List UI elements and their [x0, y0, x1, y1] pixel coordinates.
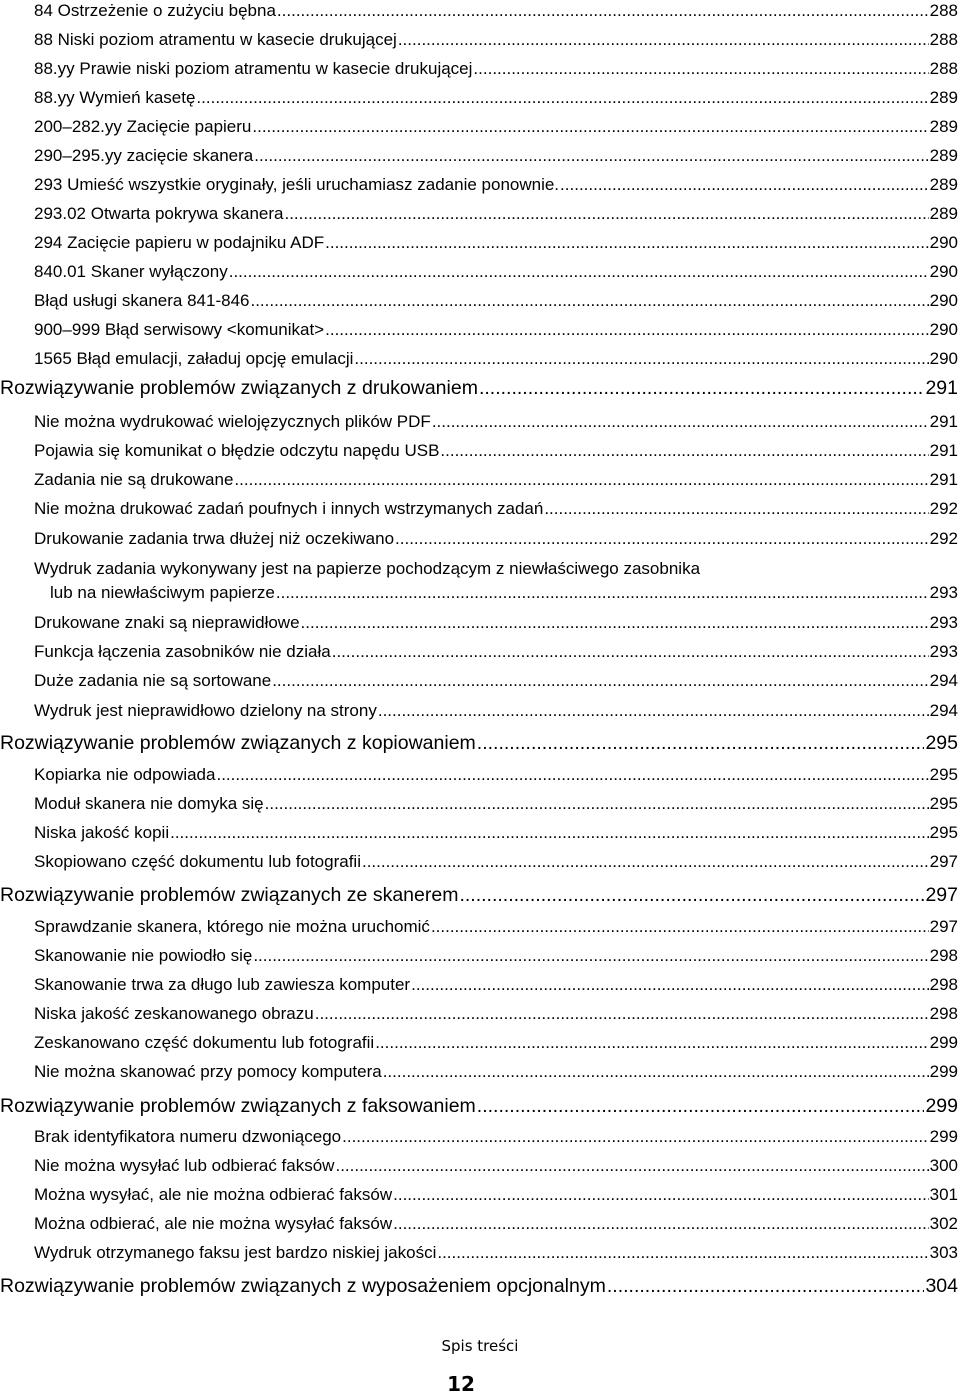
toc-entry[interactable] [34, 795, 958, 812]
toc-entry-page: 299 [929, 1033, 958, 1052]
dot-leader [325, 234, 929, 251]
dot-leader [276, 584, 929, 601]
dot-leader [216, 766, 928, 783]
dot-leader [544, 500, 928, 517]
dot-leader [252, 118, 928, 135]
toc-entry-title: Nie można skanować przy pomocy komputera [34, 1062, 382, 1081]
toc-entry-title: Drukowanie zadania trwa dłużej niż oczekiwano [34, 529, 395, 548]
toc-section-title: Rozwiązywanie problemów związanych z wyposażeniem opcjonalnym [0, 1275, 606, 1297]
dot-leader [332, 643, 929, 660]
toc-entry-page: 293 [929, 583, 958, 602]
toc-section-page: 299 [925, 1095, 958, 1117]
dot-leader [301, 614, 929, 631]
toc-entry-page: 294 [929, 671, 958, 690]
toc-entry-title: Błąd usługi skanera 841-846 [34, 291, 250, 310]
footer-label: Spis treści [441, 1337, 519, 1355]
toc-entry[interactable] [34, 2, 958, 19]
toc-entry-title-line-1[interactable]: Wydruk zadania wykonywany jest na papierze pochodzącym z niewłaściwego zasobnika [34, 559, 701, 578]
toc-entry-page: 299 [929, 1127, 958, 1146]
toc-entry[interactable] [34, 643, 958, 660]
toc-entry-title: Moduł skanera nie domyka się [34, 794, 264, 813]
toc-entry[interactable] [34, 442, 958, 459]
toc-entry-page: 290 [929, 262, 958, 281]
dot-leader [196, 89, 928, 106]
toc-entry[interactable] [34, 176, 958, 193]
toc-entry-page: 300 [929, 1156, 958, 1175]
toc-entry-page: 291 [929, 470, 958, 489]
toc-entry-page: 295 [929, 823, 958, 842]
toc-entry[interactable] [34, 766, 958, 783]
toc-entry-page: 299 [929, 1062, 958, 1081]
toc-entry[interactable] [34, 1063, 958, 1080]
toc-entry-title: Wydruk jest nieprawidłowo dzielony na strony [34, 701, 377, 720]
dot-leader [229, 263, 929, 280]
toc-entry-page: 295 [929, 794, 958, 813]
toc-section-page: 304 [925, 1275, 958, 1297]
toc-entry-title: 88.yy Prawie niski poziom atramentu w kasecie drukującej [34, 59, 473, 78]
toc-entry-title: 293.02 Otwarta pokrywa skanera [34, 204, 284, 223]
toc-entry-page: 291 [929, 441, 958, 460]
dot-leader [479, 379, 925, 399]
dot-leader [277, 2, 929, 19]
toc-section-heading[interactable] [0, 379, 958, 399]
toc-entry-page: 303 [929, 1243, 958, 1262]
toc-entry-page: 292 [929, 499, 958, 518]
toc-entry[interactable] [34, 947, 958, 964]
toc-section-heading[interactable] [0, 734, 958, 754]
toc-entry[interactable] [34, 31, 958, 48]
dot-leader [437, 1244, 928, 1261]
toc-section-title: Rozwiązywanie problemów związanych ze skanerem [0, 884, 459, 906]
toc-entry[interactable] [34, 824, 958, 841]
toc-entry[interactable] [34, 853, 958, 870]
toc-entry[interactable] [34, 500, 958, 517]
toc-entry-page: 289 [929, 88, 958, 107]
dot-leader [254, 147, 928, 164]
toc-entry[interactable] [34, 918, 958, 935]
toc-entry-title: Pojawia się komunikat o błędzie odczytu napędu USB [34, 441, 440, 460]
toc-entry-page: 294 [929, 701, 958, 720]
toc-entry-title: Niska jakość zeskanowanego obrazu [34, 1004, 314, 1023]
dot-leader [411, 976, 929, 993]
toc-entry[interactable] [34, 1215, 958, 1232]
dot-leader [253, 947, 928, 964]
toc-entry-title: Duże zadania nie są sortowane [34, 671, 272, 690]
toc-section-page: 295 [925, 732, 958, 754]
toc-entry-title: Nie można wysyłać lub odbierać faksów [34, 1156, 335, 1175]
dot-leader [250, 292, 928, 309]
toc-entry-page: 291 [929, 412, 958, 431]
toc-entry-title: 1565 Błąd emulacji, załaduj opcję emulacji [34, 349, 354, 368]
toc-entry-title: Wydruk otrzymanego faksu jest bardzo niskiej jakości [34, 1243, 437, 1262]
toc-section-heading[interactable] [0, 1277, 958, 1297]
toc-entry-title: Drukowane znaki są nieprawidłowe [34, 613, 300, 632]
toc-entry-title: Niska jakość kopii [34, 823, 170, 842]
toc-entry-page: 293 [929, 613, 958, 632]
toc-entry[interactable] [34, 413, 958, 430]
toc-entry[interactable] [34, 471, 958, 488]
toc-entry-title: 200–282.yy Zacięcie papieru [34, 117, 252, 136]
dot-leader [473, 60, 928, 77]
dot-leader [354, 350, 928, 367]
toc-entry[interactable] [34, 1128, 958, 1145]
toc-entry-title: Nie można drukować zadań poufnych i innych wstrzymanych zadań [34, 499, 544, 518]
toc-entry-title: Kopiarka nie odpowiada [34, 765, 216, 784]
toc-entry-title: Funkcja łączenia zasobników nie działa [34, 642, 331, 661]
toc-entry-page: 289 [929, 146, 958, 165]
dot-leader [362, 853, 929, 870]
dot-leader [325, 321, 929, 338]
toc-entry[interactable] [34, 234, 958, 251]
toc-entry-title: 290–295.yy zacięcie skanera [34, 146, 254, 165]
toc-entry[interactable] [34, 614, 958, 631]
toc-entry-title: Sprawdzanie skanera, którego nie można uruchomić [34, 917, 430, 936]
toc-entry-page: 298 [929, 1004, 958, 1023]
dot-leader [342, 1128, 929, 1145]
dot-leader [383, 1063, 929, 1080]
dot-leader [335, 1157, 928, 1174]
toc-entry-title: Skanowanie trwa za długo lub zawiesza komputer [34, 975, 411, 994]
toc-entry-title: 840.01 Skaner wyłączony [34, 262, 228, 281]
toc-entry-title: Brak identyfikatora numeru dzwoniącego [34, 1127, 342, 1146]
toc-entry-page: 289 [929, 117, 958, 136]
toc-section-title: Rozwiązywanie problemów związanych z kopiowaniem [0, 732, 476, 754]
dot-leader [431, 918, 929, 935]
toc-entry[interactable] [34, 292, 958, 309]
toc-entry-title: Zeskanowano część dokumentu lub fotografii [34, 1033, 375, 1052]
dot-leader [375, 1034, 928, 1051]
toc-entry[interactable] [34, 702, 958, 719]
dot-leader [560, 176, 929, 193]
toc-entry-page: 301 [929, 1185, 958, 1204]
toc-entry-title: Zadania nie są drukowane [34, 470, 234, 489]
toc-entry-page: 292 [929, 529, 958, 548]
toc-entry[interactable] [34, 60, 958, 77]
toc-entry[interactable] [34, 263, 958, 280]
toc-entry-page: 288 [929, 1, 958, 20]
toc-entry[interactable] [34, 976, 958, 993]
toc-entry-page: 290 [929, 291, 958, 310]
toc-entry-title-line-2: lub na niewłaściwym papierze [50, 583, 275, 602]
toc-entry-page: 288 [929, 30, 958, 49]
toc-entry-title: 294 Zacięcie papieru w podajniku ADF [34, 233, 325, 252]
toc-entry[interactable] [34, 321, 958, 338]
toc-entry-page: 289 [929, 204, 958, 223]
toc-section-heading[interactable] [0, 1097, 958, 1117]
toc-entry[interactable] [34, 350, 958, 367]
toc-entry[interactable] [34, 1157, 958, 1174]
dot-leader [284, 205, 928, 222]
toc-entry-title: 900–999 Błąd serwisowy <komunikat> [34, 320, 325, 339]
toc-entry-page: 297 [929, 917, 958, 936]
toc-entry-page: 290 [929, 320, 958, 339]
dot-leader [170, 824, 929, 841]
dot-leader [234, 471, 928, 488]
toc-section-heading[interactable] [0, 886, 958, 906]
dot-leader [393, 1186, 929, 1203]
dot-leader [265, 795, 929, 812]
toc-entry[interactable] [34, 118, 958, 135]
dot-leader [432, 413, 929, 430]
dot-leader [393, 1215, 929, 1232]
dot-leader [398, 31, 929, 48]
toc-section-page: 291 [925, 377, 958, 399]
dot-leader [315, 1005, 929, 1022]
toc-entry-page: 290 [929, 233, 958, 252]
toc-entry[interactable] [34, 1244, 958, 1261]
toc-entry-title: 293 Umieść wszystkie oryginały, jeśli uruchamiasz zadanie ponownie. [34, 175, 560, 194]
toc-entry[interactable] [34, 1005, 958, 1022]
toc-entry[interactable] [34, 1034, 958, 1051]
dot-leader [272, 672, 928, 689]
toc-entry-title: 84 Ostrzeżenie o zużyciu bębna [34, 1, 276, 20]
toc-entry[interactable] [34, 672, 958, 689]
toc-entry-page: 297 [929, 852, 958, 871]
page-number: 12 [447, 1372, 475, 1396]
toc-entry[interactable] [34, 89, 958, 106]
toc-entry-title: Nie można wydrukować wielojęzycznych plików PDF [34, 412, 431, 431]
toc-entry-title: Skanowanie nie powiodło się [34, 946, 253, 965]
dot-leader [378, 702, 929, 719]
dot-leader [440, 442, 928, 459]
dot-leader [459, 886, 924, 906]
toc-entry-title: 88.yy Wymień kasetę [34, 88, 196, 107]
toc-entry[interactable] [34, 205, 958, 222]
toc-entry[interactable] [34, 147, 958, 164]
toc-entry-page: 293 [929, 642, 958, 661]
toc-entry-title: Skopiowano część dokumentu lub fotografii [34, 852, 361, 871]
toc-entry-page: 298 [929, 946, 958, 965]
toc-entry-page: 295 [929, 765, 958, 784]
toc-entry-page: 288 [929, 59, 958, 78]
toc-section-title: Rozwiązywanie problemów związanych z faksowaniem [0, 1095, 476, 1117]
toc-entry[interactable] [34, 1186, 958, 1203]
toc-entry-title: 88 Niski poziom atramentu w kasecie drukującej [34, 30, 397, 49]
toc-entry[interactable] [50, 584, 958, 601]
toc-entry-page: 298 [929, 975, 958, 994]
toc-entry-title: Można odbierać, ale nie można wysyłać faksów [34, 1214, 393, 1233]
toc-entry-page: 289 [929, 175, 958, 194]
toc-entry[interactable] [34, 530, 958, 547]
dot-leader [477, 1097, 925, 1117]
toc-entry-page: 302 [929, 1214, 958, 1233]
dot-leader [607, 1277, 925, 1297]
dot-leader [395, 530, 929, 547]
dot-leader [477, 734, 925, 754]
toc-entry-title: Można wysyłać, ale nie można odbierać faksów [34, 1185, 393, 1204]
toc-section-title: Rozwiązywanie problemów związanych z drukowaniem [0, 377, 478, 399]
toc-section-page: 297 [925, 884, 958, 906]
toc-entry-page: 290 [929, 349, 958, 368]
